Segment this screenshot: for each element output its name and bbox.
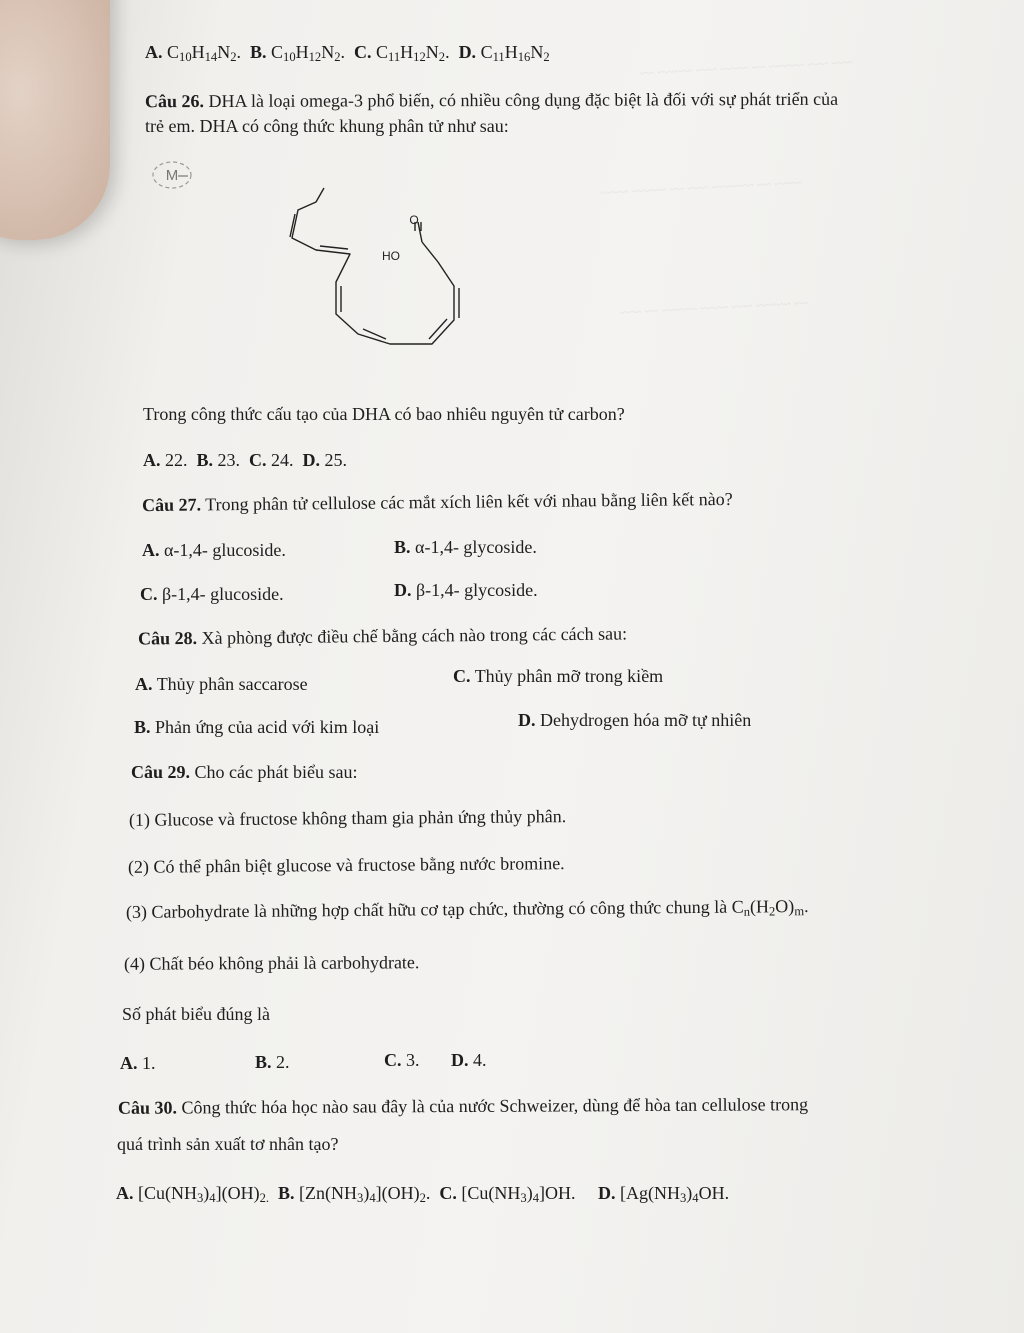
q29-option-c-text: 3. [406, 1050, 420, 1070]
q27-option-d-letter: D. [394, 580, 412, 600]
q29-option-b-text: 2. [276, 1052, 290, 1072]
q28-option-c-letter: C. [453, 666, 471, 686]
q29-option-a-text: 1. [142, 1053, 156, 1073]
q30-options [116, 1183, 729, 1206]
q28-option-a-text: Thủy phân saccarose [156, 674, 308, 694]
dha-oxygen-label: O [409, 213, 419, 227]
stamp-text: M [165, 166, 179, 184]
handwritten-stamp [150, 158, 194, 192]
dha-skeletal-structure [278, 180, 478, 360]
q30-option-a-letter: A. [116, 1183, 134, 1203]
q25-option-b-letter: B. [250, 42, 267, 62]
q29-option-b [255, 1052, 290, 1074]
stamp-circle-icon [150, 158, 194, 192]
q29-option-a-letter: A. [120, 1053, 138, 1073]
q30-option-c: $[Cu(NH_3)_4]OH$. [461, 1183, 576, 1206]
q26-question: Trong công thức cấu tạo của DHA có bao nhiêu nguyên tử carbon? [143, 404, 625, 424]
q27-option-c-text: β-1,4- glucoside. [162, 584, 284, 604]
q30-option-b: $[Zn(NH_3)_4](OH)_2$. [299, 1183, 431, 1206]
q25-options [145, 42, 550, 65]
double-bond-4 [363, 329, 386, 339]
bleed-through: ~~ ~~~~~ ~~~ ~~~~ ~~~~~ ~~ ~~~ [619, 295, 809, 320]
q27-stem-text: Trong phân tử cellulose các mắt xích liên kết với nhau bằng liên kết nào? [205, 488, 733, 515]
q25-option-d-letter: D. [458, 42, 477, 62]
q28-number: Câu 28. [137, 627, 198, 649]
q27-stem [142, 489, 733, 517]
q26-option-a: 22. [165, 450, 188, 470]
q27-option-d [394, 580, 538, 602]
q27-option-a-text: α-1,4- glucoside. [164, 540, 286, 560]
q29-statement-1: (1) Glucose và fructose không tham gia phản ứng thủy phân. [128, 806, 567, 830]
q26-option-d: 25. [324, 450, 348, 470]
q26-option-b: 23. [217, 450, 241, 470]
q25-option-d: $C_{11}H_{16}N_2$ [480, 42, 550, 65]
q26-stem-text: DHA là loại omega-3 phổ biến, có nhiều công dụng đặc biệt là đối với sự phát triển của [208, 88, 839, 111]
q27-number: Câu 27. [141, 494, 202, 516]
q30-stem-line2: quá trình sản xuất tơ nhân tạo? [117, 1134, 339, 1154]
q28-option-a-letter: A. [135, 674, 153, 694]
dha-carbon-chain [292, 188, 454, 344]
q28-option-b-text: Phản ứng của acid với kim loại [155, 717, 380, 737]
q29-number: Câu 29. [131, 762, 191, 782]
bleed-through: ~~~~ ~~ ~~~~~~ ~~~ ~~ ~~~~~ ~~~~ [599, 174, 803, 201]
q29-statement-4: (4) Chất béo không phải là carbohydrate. [123, 952, 420, 974]
q29-stem [131, 762, 357, 784]
q26-option-a-letter: A. [143, 450, 161, 470]
q27-option-b [394, 537, 537, 559]
q29-option-a [120, 1053, 156, 1075]
q27-option-d-text: β-1,4- glycoside. [416, 580, 538, 600]
q28-option-b [134, 717, 379, 739]
q26-stem-line1 [145, 89, 838, 113]
q28-stem-text: Xà phòng được điều chế bằng cách nào trong các cách sau: [201, 623, 628, 648]
q27-option-c [140, 584, 284, 606]
q29-option-d [451, 1050, 487, 1072]
q28-option-c [453, 666, 663, 688]
dha-hydroxyl-label: HO [382, 249, 400, 263]
q30-option-b-letter: B. [278, 1183, 295, 1203]
q28-option-b-letter: B. [134, 717, 151, 737]
bleed-through: ~~~ ~~~ ~~~~~ ~~ ~~~~ ~~~ ~~~~~ ~~ [639, 54, 853, 81]
q30-option-d-letter: D. [598, 1183, 616, 1203]
q27-option-c-letter: C. [140, 584, 158, 604]
q28-option-d [518, 710, 751, 732]
q27-option-a [142, 540, 286, 562]
q28-option-d-letter: D. [518, 710, 536, 730]
q26-option-c-letter: C. [249, 450, 267, 470]
q26-number: Câu 26. [144, 91, 205, 112]
q30-stem-line1 [118, 1094, 808, 1119]
q28-option-a [135, 674, 308, 696]
q26-stem-line2: trẻ em. DHA có công thức khung phân tử như sau: [145, 116, 509, 136]
q27-option-a-letter: A. [142, 540, 160, 560]
q28-stem [138, 623, 627, 650]
q26-option-d-letter: D. [302, 450, 321, 470]
thumb-finger [0, 0, 110, 240]
q30-option-d: [$Ag(NH_3)_4OH$. [620, 1183, 730, 1206]
q25-option-c-letter: C. [354, 42, 372, 62]
q26-options [143, 450, 347, 472]
q29-question: Số phát biểu đúng là [122, 1004, 270, 1024]
q25-option-a-letter: A. [145, 42, 163, 62]
q29-option-d-letter: D. [451, 1050, 469, 1070]
q30-number: Câu 30. [117, 1097, 178, 1118]
q30-option-c-letter: C. [439, 1183, 457, 1203]
q29-stem-text: Cho các phát biểu sau: [194, 762, 358, 782]
q27-option-b-text: α-1,4- glycoside. [415, 537, 537, 557]
q29-option-c-letter: C. [384, 1050, 402, 1070]
q30-stem-text: Công thức hóa học nào sau đây là của nước Schweizer, dùng để hòa tan cellulose trong [181, 1094, 809, 1118]
q28-option-d-text: Dehydrogen hóa mỡ tự nhiên [540, 710, 752, 730]
q25-option-c: $C_{11}H_{12}N_2$. [376, 42, 450, 65]
q26-option-c: 24. [271, 450, 294, 470]
q29-option-d-text: 4. [473, 1050, 487, 1070]
q30-option-a: $[Cu(NH_3)_4](OH)_{2.}$ [138, 1183, 270, 1206]
q29-option-c [384, 1050, 420, 1072]
q29-option-b-letter: B. [255, 1052, 272, 1072]
q27-option-b-letter: B. [394, 537, 411, 557]
double-bond-5 [429, 319, 447, 339]
q28-option-c-text: Thủy phân mỡ trong kiềm [474, 666, 664, 686]
double-bond-2 [320, 246, 348, 249]
q26-option-b-letter: B. [196, 450, 214, 470]
q29-statement-3: (3) Carbohydrate là những hợp chất hữu cơ tạp chức, thường có công thức chung là $C_n(H_2O)_m$. [125, 896, 809, 922]
q29-statement-2: (2) Có thể phân biệt glucose và fructose bằng nước bromine. [127, 853, 565, 877]
q25-option-b: $C_{10}H_{12}N_2$. [271, 42, 346, 65]
q25-option-a: $C_{10}H_{14}N_2$. [167, 42, 241, 65]
